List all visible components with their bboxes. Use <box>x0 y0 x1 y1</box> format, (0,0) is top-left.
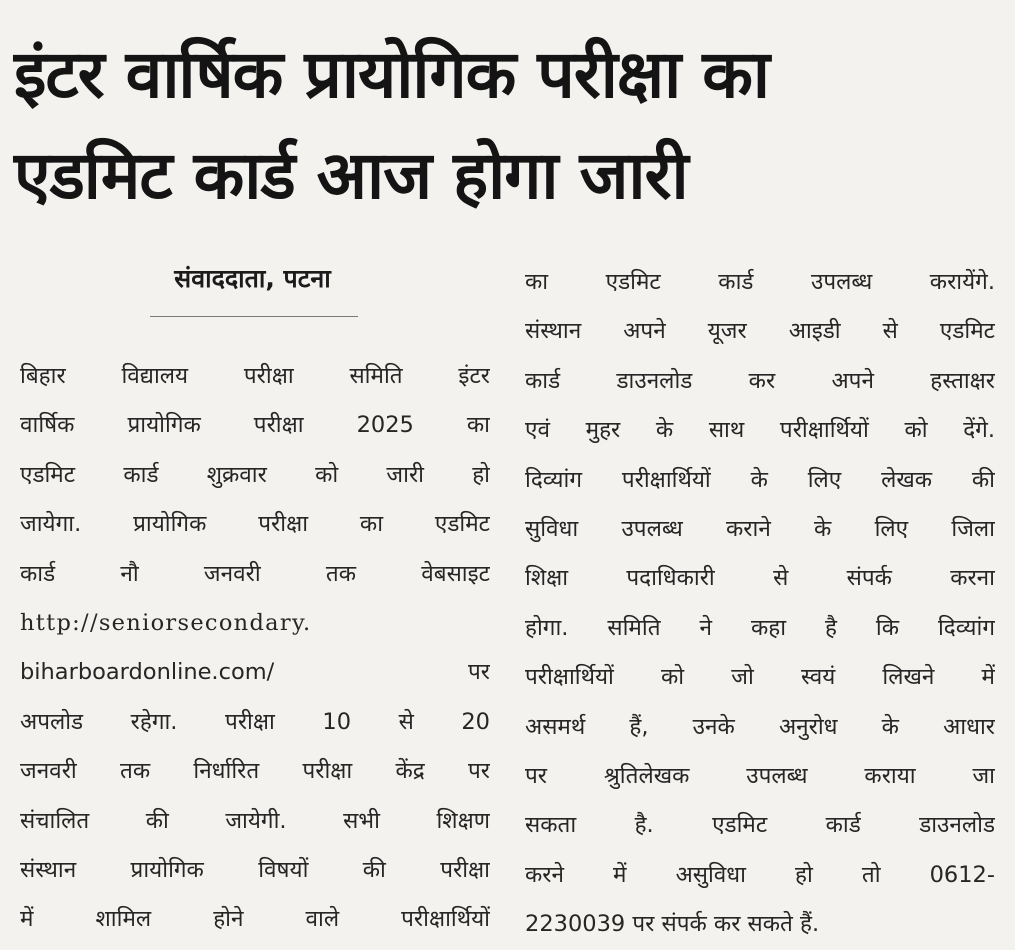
text-line: सकता है. एडमिट कार्ड डाउनलोड <box>525 812 995 839</box>
article-column-left <box>20 352 490 945</box>
text-line: असमर्थ हैं, उनके अनुरोध के आधार <box>525 713 995 740</box>
website-url-line: http://seniorsecondary. <box>20 609 312 636</box>
text-line: कार्ड नौ जनवरी तक वेबसाइट <box>20 560 490 587</box>
text-line: संस्थान अपने यूजर आइडी से एडमिट <box>525 318 995 345</box>
text-line: पर श्रुतिलेखक उपलब्ध कराया जा <box>525 762 995 789</box>
text-line: जनवरी तक निर्धारित परीक्षा केंद्र पर <box>20 758 490 785</box>
text-line: बिहार विद्यालय परीक्षा समिति इंटर <box>20 363 490 389</box>
headline-line-2: एडमिट कार्ड आज होगा जारी <box>14 137 688 214</box>
text-line: परीक्षार्थियों को जो स्वयं लिखने में <box>525 664 995 691</box>
text-line: सुविधा उपलब्ध कराने के लिए जिला <box>525 515 995 542</box>
text-line: होगा. समिति ने कहा है कि दिव्यांग <box>525 614 995 641</box>
byline-divider <box>150 316 358 317</box>
text-line: एवं मुहर के साथ परीक्षार्थियों को देंगे. <box>525 417 995 444</box>
text-line: शिक्षा पदाधिकारी से संपर्क करना <box>525 565 995 592</box>
website-url-line: biharboardonline.com/ पर <box>20 659 490 686</box>
text-line: वार्षिक प्रायोगिक परीक्षा 2025 का <box>20 412 490 439</box>
text-line: 2230039 पर संपर्क कर सकते हैं. <box>525 911 820 938</box>
headline-line-1: इंटर वार्षिक प्रायोगिक परीक्षा का <box>14 36 770 113</box>
text-line: संचालित की जायेगी. सभी शिक्षण <box>20 807 490 834</box>
article-column-right <box>525 258 995 949</box>
text-line: एडमिट कार्ड शुक्रवार को जारी हो <box>20 461 490 488</box>
text-line: कार्ड डाउनलोड कर अपने हस्ताक्षर <box>525 367 995 394</box>
text-line: का एडमिट कार्ड उपलब्ध करायेंगे. <box>525 269 995 295</box>
text-line: संस्थान प्रायोगिक विषयों की परीक्षा <box>20 856 490 883</box>
text-line: में शामिल होने वाले परीक्षार्थियों <box>20 906 490 933</box>
text-line: जायेगा. प्रायोगिक परीक्षा का एडमिट <box>20 511 490 538</box>
text-line: करने में असुविधा हो तो 0612- <box>525 861 995 888</box>
text-line: दिव्यांग परीक्षार्थियों के लिए लेखक की <box>525 466 995 493</box>
byline: संवाददाता, पटना <box>174 264 331 293</box>
text-line: अपलोड रहेगा. परीक्षा 10 से 20 <box>20 708 490 735</box>
